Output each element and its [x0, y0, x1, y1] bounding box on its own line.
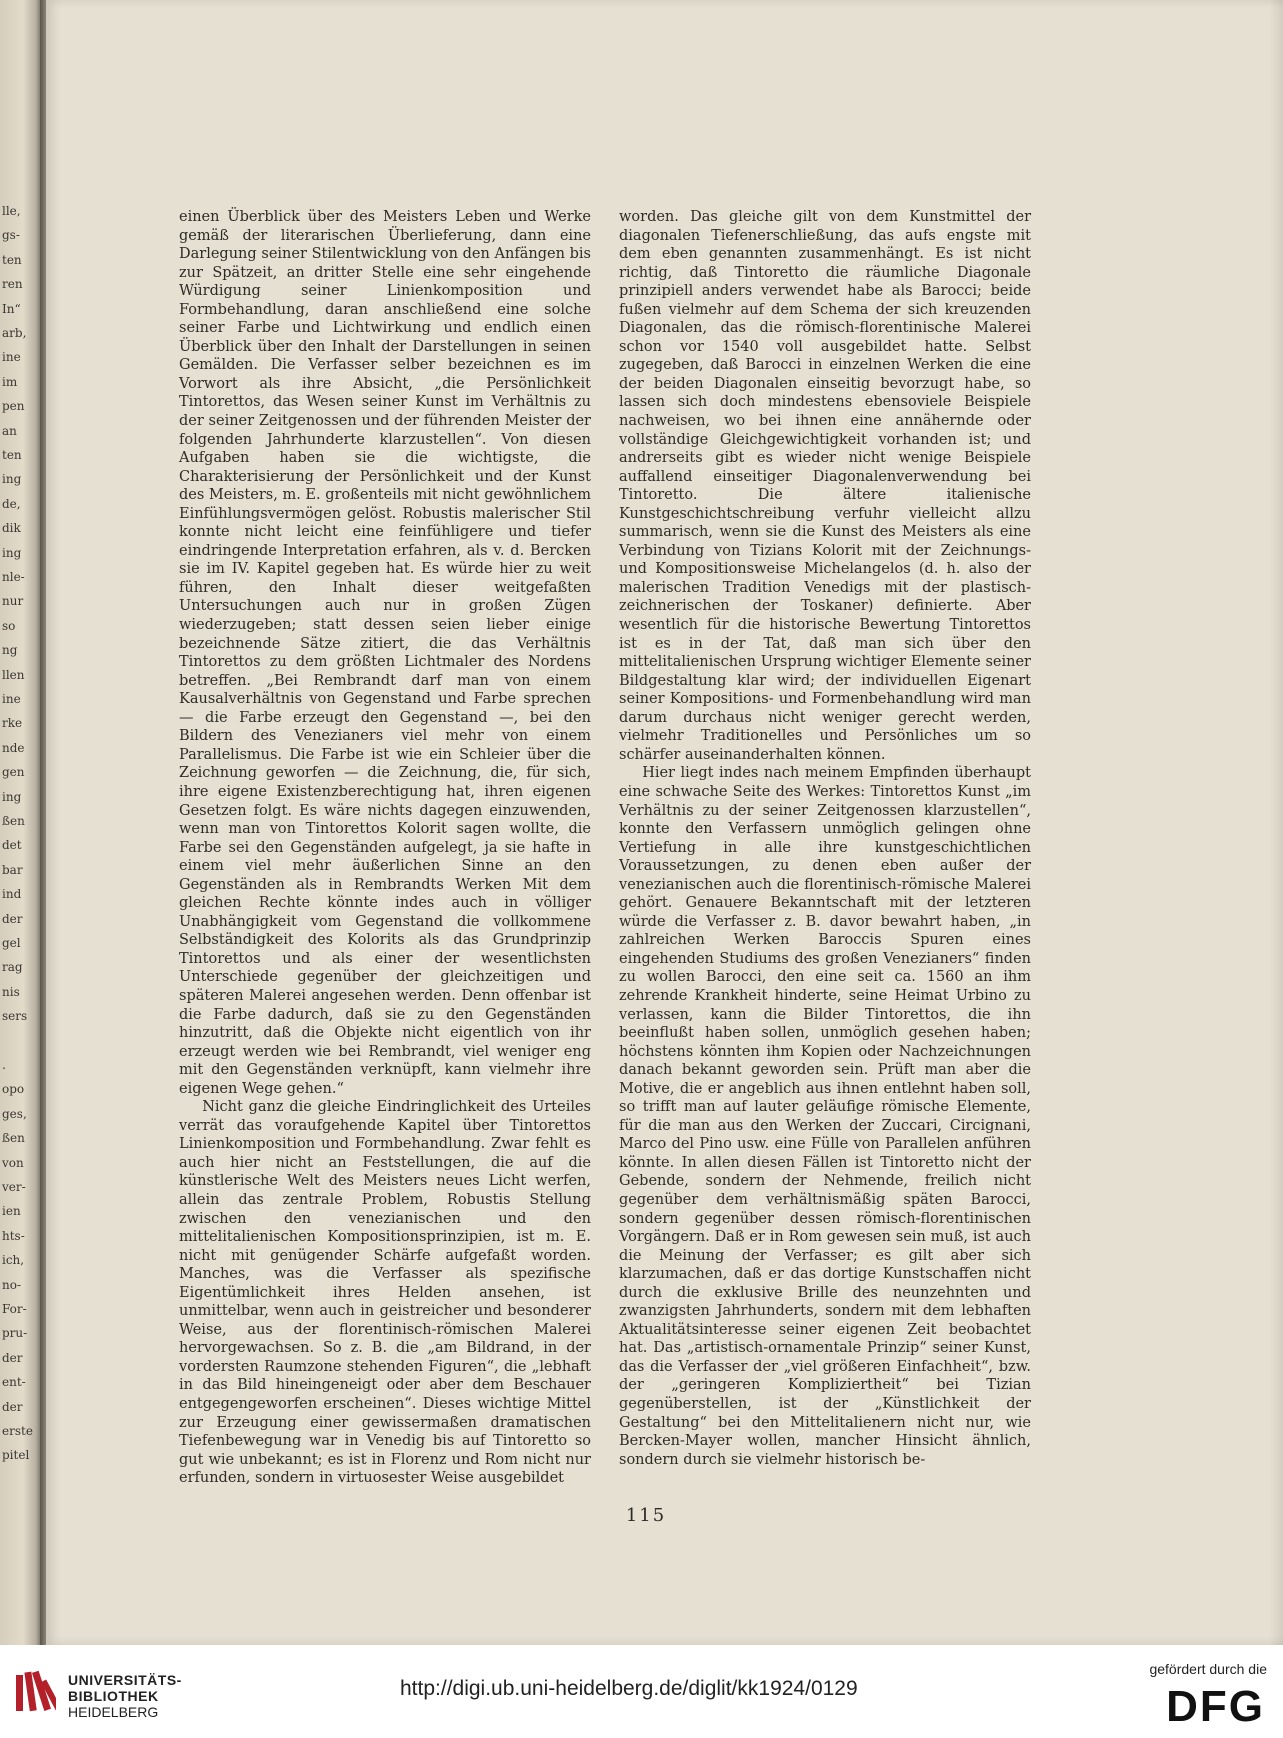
previous-page-text-fragment: dik: [2, 521, 21, 536]
library-name[interactable]: [68, 1672, 182, 1720]
previous-page-text-fragment: ver-: [2, 1180, 26, 1194]
previous-page-text-fragment: der: [2, 1399, 23, 1414]
previous-page-text-fragment: ing: [2, 472, 22, 487]
previous-page-text-fragment: ren: [2, 277, 23, 292]
previous-page-text-fragment: nde: [2, 740, 25, 755]
library-name-line-1: UNIVERSITÄTS-: [68, 1672, 182, 1688]
left-paragraph-1: einen Überblick über des Meisters Leben und Werke gemäß der literarischen Überlieferung, dann eine Darlegung seiner Stilentwicklung von den Anfängen bis zur Spätzeit, an dritter Stelle eine sehr eingehende Würdigung seiner Linienkomposition und Formbehandlung, daran anschließend eine solche seiner Farbe und Lichtwirkung und endlich einen Überblick über den Inhalt der Darstellungen in seinen Gemälden. Die Verfasser selber bezeichnen es im Vorwort als ihre Absicht, „die Persönlichkeit Tintorettos, das Wesen seiner Kunst im Verhältnis zu der seiner Zeitgenossen und der führenden Meister der folgenden Jahrhunderte klarzustellen“. Von diesen Aufgaben haben sie die wichtigste, die Charakterisierung der Persönlichkeit und der Kunst des Meisters, m. E. großenteils mit nicht gewöhnlichem Einfühlungsvermögen gelöst. Robustis malerischer Stil konnte nicht leicht eine feinfühligere und tiefer eindringende Interpretation erfahren, als v. d. Bercken sie im IV. Kapitel gegeben hat. Es würde hier zu weit führen, den Inhalt dieser weitgefaßten Untersuchungen auch nur in großen Zügen wiederzugeben; statt dessen seien lieber einige bezeichnende Sätze zitiert, die das Verhältnis Tintorettos zu dem größten Lichtmaler des Nordens betreffen. „Bei Rembrandt darf man von einem Kausalverhältnis von Gegenstand und Farbe sprechen — die Farbe erzeugt den Gegenstand —, bei den Bildern des Venezianers viel mehr von einem Parallelismus. Die Farbe ist wie ein Schleier über die Zeichnung geworfen — die Zeichnung, die, für sich, ihre eigene Existenzberechtigung hat, ihren eigenen Gesetzen folgt. Es wäre nichts dagegen einzuwenden, wenn man von Tintorettos Kolorit sagen wollte, die Farbe sei den Gegenständen aufgelegt, ja sie hafte in einem viel mehr äußerlichen Sinne an den Gegenständen als in Rembrandts Werken Mit dem gleichen Rechte könnte indes auch in völliger Unabhängigkeit vom Gegenstand die vollkommene Selbständigkeit des Kolorits als das Grundprinzip Tintorettos und als einer der wesentlichsten Unterschiede gegenüber der gleichzeitigen und späteren Malerei angesehen werden. Denn offenbar ist die Farbe dadurch, daß sie zu den Gegenständen hinzutritt, daß die Objekte nicht eigentlich von ihr erzeugt werden wie bei Rembrandt, viel weniger eng mit den Gegenständen verknüpft, kann vielmehr ihre eigenen Wege gehen.“: [179, 209, 591, 1097]
previous-page-text-fragment: ßen: [2, 814, 25, 828]
library-name-line-2: BIBLIOTHEK: [68, 1688, 159, 1704]
previous-page-text-fragment: arb,: [2, 326, 27, 340]
previous-page-text-fragment: pen: [2, 399, 25, 414]
right-paragraph-2: Hier liegt indes nach meinem Empfinden überhaupt eine schwache Seite des Werkes: Tintorettos Kunst „im Verhältnis zu der seiner Zeitgenossen klarzustellen“, konnte den Verfassern unmöglich gelingen ohne Vertiefung in alle ihre kunstgeschichtlichen Voraussetzungen, zu denen eben außer der venezianischen auch die florentinisch-römische Malerei gehört. Genauere Bekanntschaft mit der letzteren würde die Verfasser z. B. davor bewahrt haben, „in zahlreichen Werken Baroccis Spuren eines eingehenden Studiums des großen Venezianers“ finden zu wollen Barocci, den eine seit ca. 1560 an ihm zehrende Krankheit hinderte, seine Heimat Urbino zu verlassen, kann die Bilder Tintorettos, die ihn beeinflußt haben sollen, unmöglich gesehen haben; höchstens könnten ihm Kopien oder Nachzeichnungen danach bekannt geworden sein. Prüft man aber die Motive, die er angeblich aus ihnen entlehnt haben soll, so trifft man auf lauter geläufige römische Elemente, für die man aus den Werken der Zuccari, Circignani, Marco del Pino usw. eine Fülle von Parallelen anführen könnte. In allen diesen Fällen ist Tintoretto nicht der Gebende, sondern der Nehmende, freilich nicht gegenüber dem verhältnismäßig späten Barocci, sondern gegenüber dessen römisch-florentinischen Vorgängern. Daß er in Rom gewesen sein muß, ist auch die Meinung der Verfasser; es gilt aber sich klarzumachen, daß er das dortige Kunstschaffen nicht durch die exklusive Brille des neunzehnten und zwanzigsten Jahrhunderts, sondern mit dem lebhaften Aktualitätsinteresse seiner eigenen Zeit beobachtet hat. Das „artistisch-ornamentale Prinzip“ seiner Kunst, das die Verfasser der „viel größeren Einfachheit“, bzw. der „geringeren Kompliziertheit“ bei Tizian gegenüberstellen, ist der „Künstlichkeit der Gestaltung“ bei den Mittelitalienern nicht nur, wie Bercken-Mayer wollen, mancher Hinsicht ähnlich, sondern durch sie vielmehr historisch be-: [619, 765, 1031, 1468]
previous-page-text-fragment: erste: [2, 1424, 33, 1438]
previous-page-text-fragment: nis: [2, 984, 20, 999]
left-text-column: [179, 208, 591, 1488]
previous-page-text-fragment: ng: [2, 643, 18, 658]
previous-page-text-fragment: llen: [2, 667, 25, 682]
previous-page-text-fragment: der: [2, 1350, 23, 1365]
document-url-link[interactable]: http://digi.ub.uni-heidelberg.de/diglit/kk1924/0129: [400, 1677, 858, 1700]
previous-page-text-fragment: ten: [2, 448, 22, 462]
previous-page-text-fragment: der: [2, 911, 23, 926]
previous-page-text-fragment: nur: [2, 594, 24, 609]
previous-page-text-fragment: pitel: [2, 1448, 30, 1463]
previous-page-text-fragment: an: [2, 423, 17, 438]
right-text-column: [619, 208, 1031, 1469]
footer-bar: [0, 1645, 1283, 1738]
previous-page-text-fragment: sers: [2, 1009, 28, 1024]
previous-page-text-fragment: bar: [2, 862, 23, 877]
previous-page-text-fragment: ent-: [2, 1375, 26, 1390]
previous-page-text-fragment: gen: [2, 765, 25, 780]
previous-page-text-fragment: gs-: [2, 228, 20, 243]
previous-page-text-fragment: ing: [2, 789, 22, 804]
previous-page-text-fragment: .: [2, 1058, 6, 1072]
page-number: 115: [625, 1505, 667, 1526]
right-paragraph-1: worden. Das gleiche gilt von dem Kunstmittel der diagonalen Tiefenerschließung, das aufs engste mit dem eben genannten zusammenhängt. Es ist nicht richtig, daß Tintoretto die räumliche Diagonale prinzipiell anders verwendet habe als Barocci; beide fußen vielmehr auf dem Schema der sich kreuzenden Diagonalen, das die römisch-florentinische Malerei schon vor 1540 voll ausgebildet hatte. Selbst zugegeben, daß Barocci in einzelnen Werken die eine der beiden Diagonalen einseitig bevorzugt habe, so lassen sich doch mindestens ebensoviele Beispiele nachweisen, wo bei ihnen eine annähernde oder vollständige Gleichgewichtigkeit vorhanden ist; und andrerseits gibt es wieder nicht wenige Beispiele auffallend einseitiger Diagonalenverwendung bei Tintoretto. Die ältere italienische Kunstgeschichtschreibung verfuhr vielleicht allzu summarisch, wenn sie die Kunst des Meisters als eine Verbindung von Tizians Kolorit mit der Zeichnungs- und Kompositionsweise Michelangelos (d. h. also der malerischen Tradition Venedigs mit der plastisch-zeichnerischen der Toskaner) definierte. Aber wesentlich für die historische Bewertung Tintorettos ist es in der Tat, daß man sich über den mittelitalienischen Ursprung wichtiger Elemente seiner Bildgestaltung klar wird; der individuellen Eigenart seiner Kompositions- und Formenbehandlung wird man darum durchaus nicht weniger gerecht werden, vielmehr Traditionelles und Persönliches um so schärfer auseinanderhalten können.: [619, 209, 1031, 763]
previous-page-text-fragment: ges,: [2, 1106, 27, 1121]
previous-page-text-fragment: no-: [2, 1277, 22, 1292]
previous-page-text-fragment: ien: [2, 1204, 21, 1219]
university-library-logo-icon[interactable]: [14, 1669, 56, 1713]
previous-page-text-fragment: In“: [2, 301, 21, 316]
scanned-page: [46, 0, 1283, 1645]
previous-page-text-fragment: von: [2, 1155, 24, 1170]
previous-page-text-fragment: ine: [2, 692, 21, 706]
dfg-logo[interactable]: DFG: [1166, 1682, 1265, 1731]
previous-page-text-fragment: nle-: [2, 570, 25, 584]
previous-page-text-fragment: so: [2, 618, 16, 633]
previous-page-text-fragment: For-: [2, 1302, 27, 1316]
previous-page-text-fragment: opo: [2, 1082, 25, 1097]
left-paragraph-2: Nicht ganz die gleiche Eindringlichkeit des Urteiles verrät das voraufgehende Kapitel über Tintorettos Linienkomposition und Formbehandlung. Zwar fehlt es auch hier nicht an Feststellungen, die auf die künstlerische Welt des Meisters neues Licht werfen, allein das zentrale Problem, Robustis Stellung zwischen den venezianischen und den mittelitalienischen Kompositionsprinzipien, ist m. E. nicht mit genügender Schärfe aufgefaßt worden. Manches, was die Verfasser als spezifische Eigentümlichkeit ihres Helden ansehen, ist unmittelbar, wenn auch in geistreicher und besonderer Weise, aus der florentinisch-römischen Malerei hervorgewachsen. So z. B. die „am Bildrand, in der vordersten Raumzone stehenden Figuren“, die „lebhaft in das Bild hineingeneigt oder aber dem Beschauer entgegengeworfen erscheinen“. Dieses wichtige Mittel zur Erzeugung einer gewissermaßen dramatischen Tiefenbewegung war in Venedig bis auf Tintoretto so gut wie unbekannt; es ist in Florenz und Rom nicht nur erfunden, sondern in virtuosester Weise ausgebildet: [179, 1099, 591, 1487]
previous-page-text-fragment: de,: [2, 496, 21, 511]
previous-page-text-fragment: pru-: [2, 1326, 28, 1341]
previous-page-text-fragment: gel: [2, 936, 21, 950]
previous-page-text-fragment: rke: [2, 716, 23, 731]
previous-page-text-fragment: det: [2, 838, 22, 853]
previous-page-text-fragment: ing: [2, 545, 22, 560]
previous-page-text-fragment: lle,: [2, 204, 21, 218]
previous-page-text-fragment: rag: [2, 960, 23, 975]
library-name-line-3: HEIDELBERG: [68, 1704, 159, 1720]
previous-page-text-fragment: hts-: [2, 1228, 25, 1243]
previous-page-text-fragment: ich,: [2, 1253, 25, 1268]
funded-by-label: gefördert durch die: [1149, 1661, 1267, 1677]
previous-page-edge: [0, 0, 42, 1645]
previous-page-text-fragment: ine: [2, 350, 21, 365]
previous-page-text-fragment: ßen: [2, 1131, 25, 1146]
previous-page-text-fragment: im: [2, 374, 18, 389]
previous-page-text-fragment: ten: [2, 252, 22, 267]
previous-page-text-fragment: ind: [2, 887, 22, 902]
